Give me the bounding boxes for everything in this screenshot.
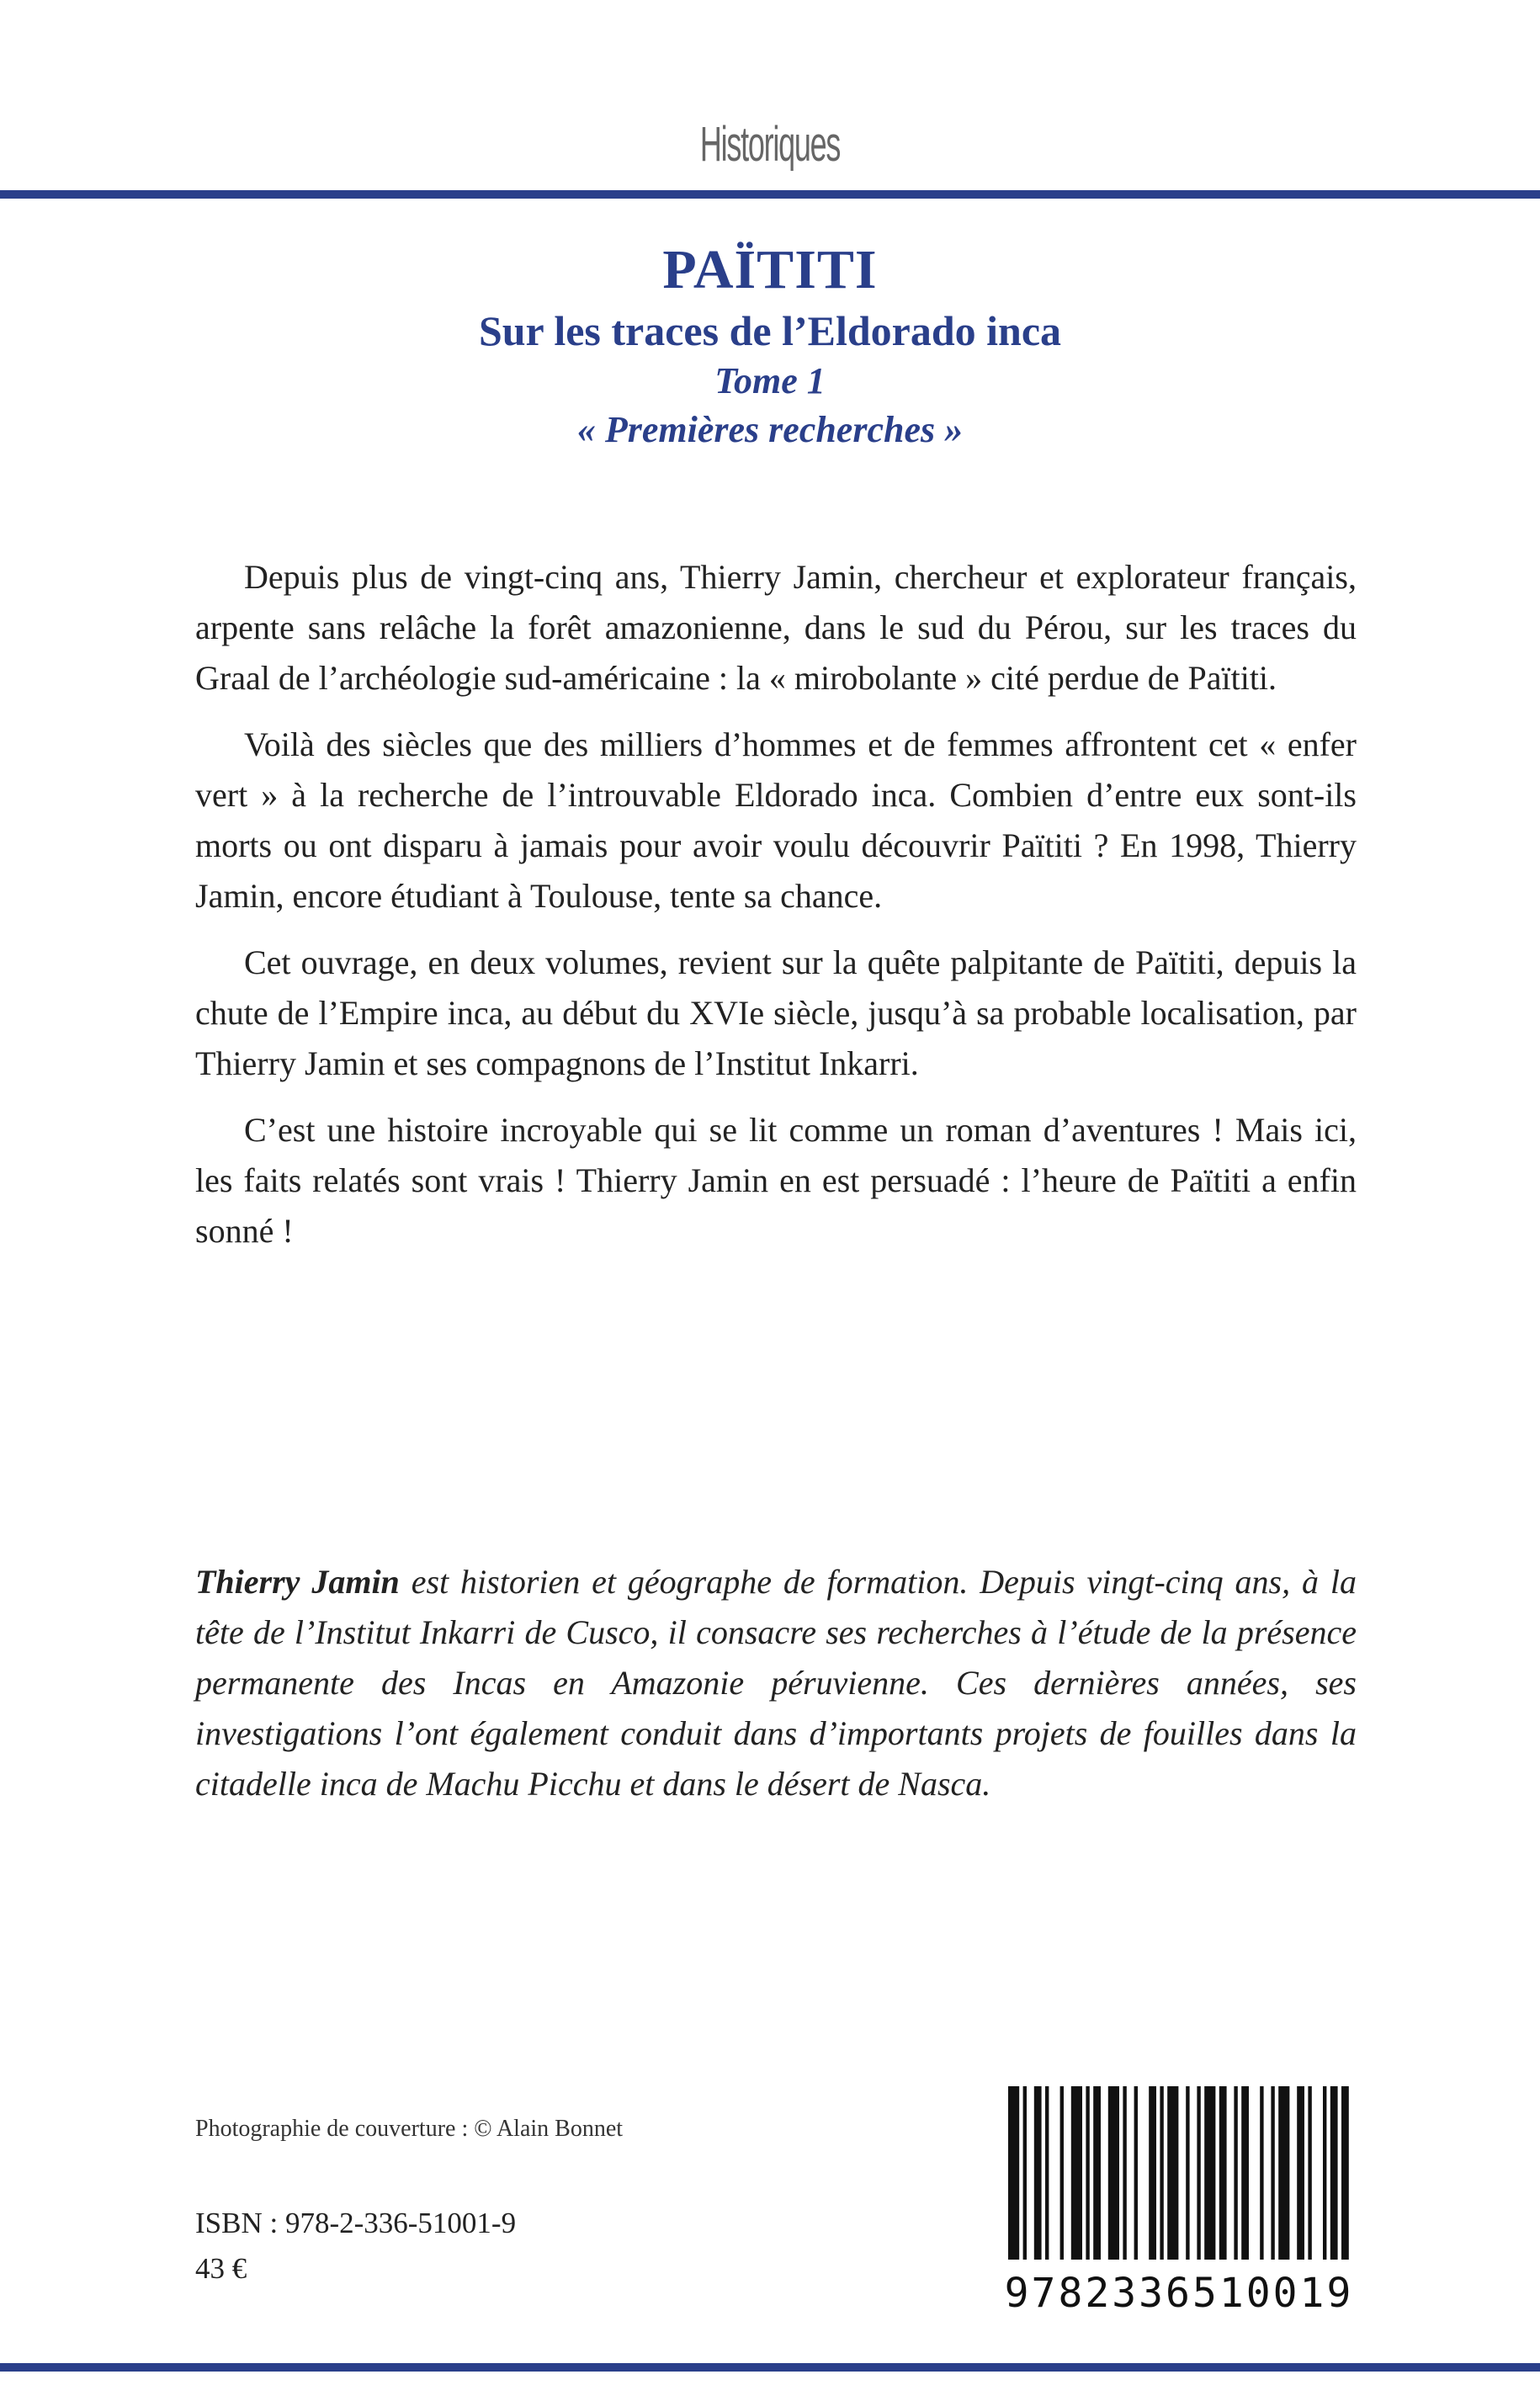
blurb-paragraph: Cet ouvrage, en deux volumes, revient sur la quête palpitante de Païtiti, depuis la chute de l’Empire inca, au début du XVIe siècle, jusqu’à sa probable localisation, par Thierry Jamin et ses compagnons de l’Institut Inkarri. (195, 943, 1357, 1082)
barcode-bar (1330, 2086, 1338, 2260)
bottom-divider (0, 2363, 1540, 2372)
barcode-bar (1093, 2086, 1101, 2260)
barcode-graphic (1003, 2083, 1355, 2314)
barcode-bar (1197, 2086, 1200, 2260)
top-divider (0, 190, 1540, 199)
title-block (0, 236, 1540, 454)
barcode-bar (1297, 2086, 1304, 2260)
barcode-bar (1323, 2086, 1326, 2260)
barcode (1003, 2083, 1355, 2314)
barcode-bar (1219, 2086, 1227, 2260)
barcode-bar (1060, 2086, 1064, 2260)
barcode-bar (1034, 2086, 1042, 2260)
blurb-paragraph: C’est une histoire incroyable qui se lit comme un roman d’aventures ! Mais ici, les faits relatés sont vrais ! Thierry Jamin en est persuadé : l’heure de Païtiti a enfin sonné ! (195, 1111, 1357, 1250)
barcode-digits: 9782336510019 (1004, 2270, 1354, 2314)
barcode-bar (1134, 2086, 1138, 2260)
barcode-bar (1108, 2086, 1119, 2260)
volume-subtitle: « Premières recherches » (576, 409, 964, 450)
isbn: ISBN : 978-2-336-51001-9 (195, 2207, 517, 2239)
barcode-bar (1234, 2086, 1237, 2260)
barcode-bar (1186, 2086, 1189, 2260)
price: 43 € (195, 2252, 247, 2285)
series-label: Historiques (699, 117, 841, 172)
author-bio (195, 1557, 1357, 1809)
barcode-bar (1045, 2086, 1049, 2260)
blurb (195, 552, 1357, 1272)
barcode-bar (1260, 2086, 1263, 2260)
barcode-bar (1167, 2086, 1178, 2260)
barcode-bar (1123, 2086, 1126, 2260)
book-subtitle: Sur les traces de l’Eldorado inca (478, 307, 1062, 354)
volume-label: Tome 1 (714, 360, 826, 401)
barcode-bar (1278, 2086, 1289, 2260)
blurb-paragraph: Depuis plus de vingt-cinq ans, Thierry Jamin, chercheur et explorateur français, arpente sans relâche la forêt amazonienne, dans le sud du Pérou, sur les traces du Graal de l’archéologie sud-américaine : la « mirobolante » cité perdue de Païtiti. (195, 558, 1357, 697)
barcode-bar (1086, 2086, 1089, 2260)
barcode-bar (1241, 2086, 1249, 2260)
book-title: PAÏTITI (662, 239, 878, 300)
author-bio-text: est historien et géographe de formation. Depuis vingt-cinq ans, à la tête de l’Institut Inkarri de Cusco, il consacre ses recherches à l’étude de la présence permanente des Incas en Amazonie péruvienne. Ces dernières années, ses investigations l’ont également conduit dans d’importants projets de fouilles dans la citadelle inca de Machu Picchu et dans le désert de Nasca. (195, 1563, 1357, 1803)
barcode-bar (1204, 2086, 1215, 2260)
barcode-bar (1149, 2086, 1156, 2260)
barcode-bar (1271, 2086, 1274, 2260)
photo-credit: Photographie de couverture : © Alain Bonnet (195, 2116, 624, 2142)
barcode-bar (1008, 2086, 1019, 2260)
author-name: Thierry Jamin (195, 1563, 400, 1601)
barcode-bar (1071, 2086, 1082, 2260)
barcode-bar (1308, 2086, 1311, 2260)
blurb-paragraph: Voilà des siècles que des milliers d’hommes et de femmes affrontent cet « enfer vert » à la recherche de l’introuvable Eldorado inca. Combien d’entre eux sont-ils morts ou ont disparu à jamais pour avoir voulu découvrir Païtiti ? En 1998, Thierry Jamin, encore étudiant à Toulouse, tente sa chance. (195, 725, 1357, 915)
barcode-bar (1160, 2086, 1163, 2260)
barcode-bar (1341, 2086, 1349, 2260)
barcode-bar (1023, 2086, 1027, 2260)
